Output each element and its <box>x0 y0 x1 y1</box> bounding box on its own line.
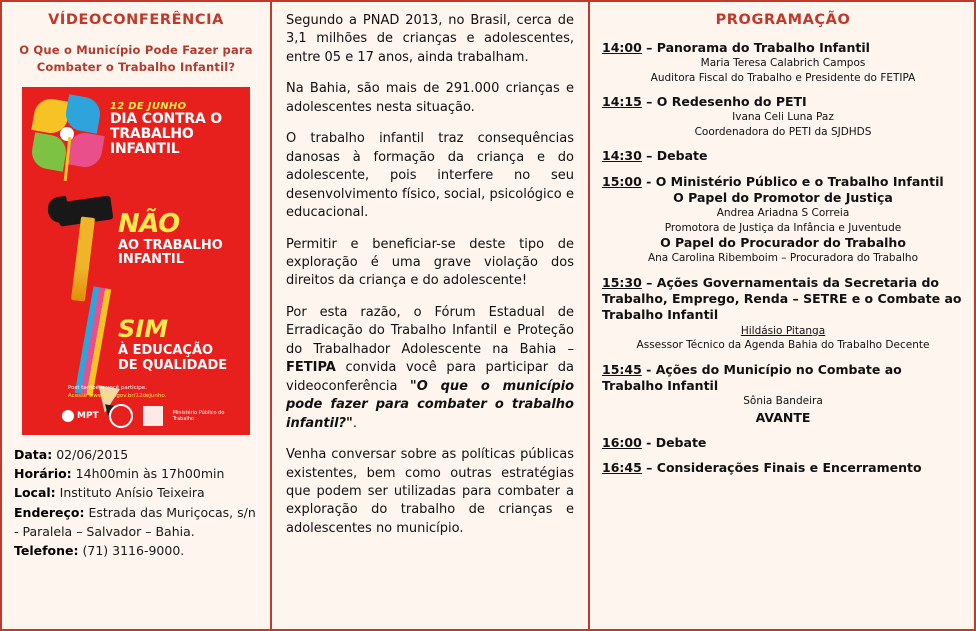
schedule-item-heading <box>602 435 964 451</box>
schedule-speaker-role: Assessor Técnico da Agenda Bahia do Trabalho Decente <box>636 339 930 352</box>
schedule-title: Considerações Finais e Encerramento <box>656 460 922 476</box>
fetipa-text-part1: Por esta razão, o Fórum Estadual de Erradicação do Trabalho Infantil e Proteção do Trabalhador Adolescente na Bahia – <box>286 304 574 357</box>
poster-logos <box>62 403 242 429</box>
schedule-title: O Ministério Público e o Trabalho Infantil <box>655 173 944 189</box>
info-label-horario: Horário: <box>14 465 72 481</box>
schedule-dash: - <box>641 173 656 189</box>
schedule-speaker-2: Ana Carolina Ribemboim – Procuradora do Trabalho <box>647 252 919 265</box>
schedule-dash: - <box>641 361 656 377</box>
poster-nao-word: NÃO <box>118 208 180 239</box>
info-label-telefone: Telefone: <box>14 543 79 559</box>
poster-fineprint-1: Post também você participe. <box>68 385 147 391</box>
info-row-data <box>14 445 260 464</box>
schedule-dash: – <box>641 40 657 55</box>
poster-sim-subtext-2: DE QUALIDADE <box>118 358 228 374</box>
schedule-speaker-role: Promotora de Justiça da Infância e Juventude <box>664 221 902 234</box>
schedule-time: 15:00 <box>602 173 642 189</box>
schedule-dash: - <box>641 434 656 450</box>
info-row-endereco <box>14 503 260 542</box>
partner-logo-caption: Ministério Público do Trabalho <box>172 409 225 422</box>
partner-logo-square-icon <box>143 406 163 426</box>
schedule-dash: – <box>641 148 657 164</box>
fetipa-acronym: FETIPA <box>286 360 336 376</box>
paragraph-consequencias: O trabalho infantil traz consequências danosas à formação da criança e do adolescente, pois interfere no seu desenvolvimento físico, social, psicológico e educacional. <box>286 131 574 221</box>
schedule-item <box>602 40 964 85</box>
schedule-dash: – <box>641 460 657 476</box>
schedule-item-heading <box>602 460 964 476</box>
schedule-speaker: Andrea Ariadna S Correia <box>716 207 850 220</box>
schedule-item-heading <box>602 362 964 395</box>
schedule-item-heading <box>602 40 964 56</box>
schedule-item <box>602 148 964 164</box>
fetipa-text-part3: . <box>352 415 357 431</box>
schedule-item-heading <box>602 148 964 164</box>
schedule-subtitle-promotor: O Papel do Promotor de Justiça <box>673 189 893 205</box>
schedule-title: Ações do Município no Combate ao Trabalho Infantil <box>602 361 902 393</box>
schedule-dash: – <box>641 94 657 110</box>
info-row-horario <box>14 464 260 483</box>
schedule-title: Ações Governamentais da Secretaria do Trabalho, Emprego, Renda – SETRE e o Combate ao Trabalho Infantil <box>602 274 962 323</box>
schedule-speaker: Maria Teresa Calabrich Campos <box>700 57 866 70</box>
schedule-subtitle-procurador: O Papel do Procurador do Trabalho <box>660 235 906 251</box>
schedule-speaker-org: AVANTE <box>755 409 811 425</box>
poster-fineprint <box>68 384 166 401</box>
poster-fineprint-2: Acesse www.mpt.gov.br/12dejunho. <box>68 393 167 400</box>
schedule-time: 16:00 <box>602 434 642 450</box>
videoconference-quote: "O que o município pode fazer para combater o trabalho infantil?" <box>286 378 575 431</box>
poster-sim-subtext <box>118 343 227 374</box>
mpt-dot-icon <box>62 410 74 422</box>
info-row-local <box>14 483 260 502</box>
schedule-speaker: Hildásio Pitanga <box>740 324 826 337</box>
poster-nao-subtext-1: AO TRABALHO <box>118 237 223 253</box>
campaign-poster <box>22 87 250 435</box>
videoconference-subtitle: O Que o Município Pode Fazer para Combater o Trabalho Infantil? <box>19 43 253 75</box>
schedule-speaker: Ivana Celi Luna Paz <box>732 111 834 124</box>
poster-line1: DIA CONTRA O <box>110 110 222 127</box>
schedule-item <box>602 174 964 266</box>
info-value-telefone: (71) 3116-9000. <box>82 543 185 559</box>
mpt-logo <box>62 410 99 422</box>
schedule-item <box>602 435 964 451</box>
schedule-item-heading <box>602 174 964 190</box>
paragraph-pnad: Segundo a PNAD 2013, no Brasil, cerca de 3,1 milhões de crianças e adolescentes, entre 05 e 17 anos, ainda trabalham. <box>286 13 574 65</box>
pinwheel-icon <box>30 97 106 173</box>
schedule-time: 16:45 <box>602 460 642 476</box>
videoconference-title: VÍDEOCONFERÊNCIA <box>48 12 224 28</box>
partner-logo-circle-icon <box>109 404 133 428</box>
poster-headline <box>110 101 244 157</box>
poster-sim-word: SIM <box>118 314 169 343</box>
left-column <box>2 2 272 629</box>
schedule-title: Debate <box>656 148 708 164</box>
schedule-item <box>602 275 964 353</box>
schedule-time: 14:15 <box>602 94 642 110</box>
schedule-time: 14:00 <box>602 40 642 55</box>
paragraph-fetipa <box>286 304 574 433</box>
schedule-item <box>602 460 964 476</box>
info-value-endereco: Estrada das Muriçocas, s/n - Paralela – Salvador – Bahia. <box>14 504 256 539</box>
schedule-title: Debate <box>655 434 707 450</box>
info-label-endereco: Endereço: <box>14 504 85 520</box>
info-value-data: 02/06/2015 <box>56 446 129 462</box>
schedule-time: 15:45 <box>602 361 642 377</box>
right-column <box>590 2 974 629</box>
fetipa-text-part2: convida você para participar da videoconferência <box>286 360 574 394</box>
poster-nao-subtext <box>118 239 223 269</box>
schedule-title: Panorama do Trabalho Infantil <box>656 40 870 55</box>
schedule-item <box>602 362 964 426</box>
middle-column <box>272 2 590 629</box>
schedule-item-heading <box>602 94 964 110</box>
mpt-logo-label: MPT <box>77 410 99 421</box>
paragraph-convite: Venha conversar sobre as políticas públicas existentes, bem como outras estratégias que podem ser utilizadas para combater a exploração do trabalho de crianças e adolescentes no município. <box>286 447 574 536</box>
info-label-local: Local: <box>14 485 56 501</box>
schedule-speaker-role: Auditora Fiscal do Trabalho e Presidente do FETIPA <box>650 71 916 84</box>
info-value-horario: 14h00min às 17h00min <box>75 465 225 481</box>
schedule-time: 15:30 <box>602 274 642 290</box>
event-info <box>12 445 260 561</box>
schedule-speaker-role: Coordenadora do PETI da SJDHDS <box>694 125 872 138</box>
poster-date: 12 DE JUNHO <box>110 100 187 112</box>
poster-sim-subtext-1: À EDUCAÇÃO <box>118 342 214 358</box>
schedule-item <box>602 94 964 139</box>
schedule-speaker: Sônia Bandeira <box>743 395 823 408</box>
paragraph-bahia: Na Bahia, são mais de 291.000 crianças e adolescentes nesta situação. <box>286 81 574 115</box>
poster-line2: TRABALHO INFANTIL <box>110 125 194 157</box>
info-value-local: Instituto Anísio Teixeira <box>59 485 205 501</box>
pencil-icon <box>75 286 111 395</box>
info-label-data: Data: <box>14 446 53 462</box>
hammer-handle-icon <box>71 216 95 301</box>
poster-nao-subtext-2: INFANTIL <box>118 252 185 268</box>
paragraph-violacao: Permitir e beneficiar-se deste tipo de exploração é uma grave violação dos direitos da criança e do adolescente! <box>286 236 574 289</box>
schedule-item-heading <box>602 275 964 324</box>
programacao-title: PROGRAMAÇÃO <box>715 12 851 28</box>
schedule-time: 14:30 <box>602 148 642 164</box>
info-row-telefone <box>14 541 260 560</box>
schedule-dash: – <box>641 274 657 290</box>
schedule-title: O Redesenho do PETI <box>656 94 807 110</box>
